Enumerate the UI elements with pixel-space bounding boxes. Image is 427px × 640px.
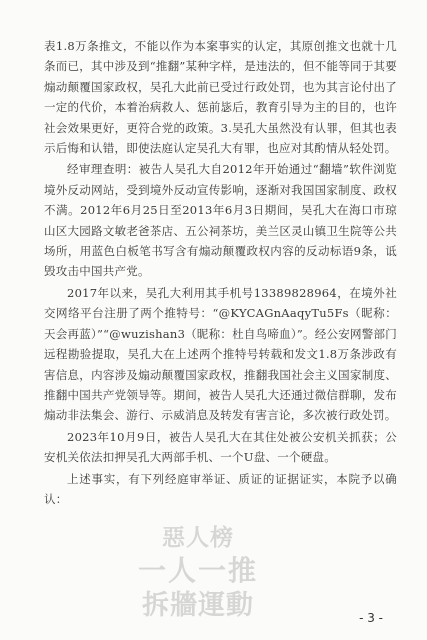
paragraph-3: 2017年以来，吴孔大利用其手机号13389828964，在境外社交网络平台注册了两个推特号：“@KYCAGnAaqyTu5Fs（昵称：天会再蓝）”“@wuzishan3（昵称：杜自鸟啼血）”。经公安网警部门远程勘验提取，吴孔大在上述两个推特号转载和发文1.8万条涉政有害信息，内容涉及煽动颠覆国家政权，推翻我国社会主义国家制度、推翻中国共产党领导等。期间，被告人吴孔大还通过微信群聊，发布煽动非法集会、游行、示威消息及转发有害言论，多次被行政处罚。 bbox=[44, 285, 398, 423]
paragraph-1: 表1.8万条推文，不能以作为本案事实的认定，其原创推文也就十几条而已，其中涉及到“推翻”某种字样，是违法的，但不能等同于其要煽动颠覆国家政权，吴孔大此前已受过行政处罚，也为其言论付出了一定的代价，本着治病救人、惩前毖后，教育引导为主的目的，也许社会效果更好，更符合党的政策。3.吴孔大虽然没有认罪，但其也表示后悔和认错，即使法庭认定吴孔大有罪，也应对其酌情从轻处罚。 bbox=[44, 39, 398, 156]
paragraph-4: 2023年10月9日，被告人吴孔大在其住处被公安机关抓获；公安机关依法扣押吴孔大两部手机、一个U盘、一个硬盘。 bbox=[44, 429, 397, 465]
paragraph-2: 经审理查明：被告人吴孔大自2012年开始通过“翻墙”软件浏览境外反动网站，受到境外反动宣传影响，逐渐对我国国家制度、政权不满。2012年6月25日至2013年6月3日期间，吴孔大在海口市琼山区大园路文敏老爸茶店、五公祠茶坊，美兰区灵山镇卫生院等公共场所，用蓝色白板笔书写含有煽动颠覆政权内容的反动标语9条，诋毁攻击中国共产党。 bbox=[44, 162, 397, 279]
watermark-line-1: 惡人榜 bbox=[162, 525, 234, 551]
watermark bbox=[138, 523, 258, 623]
watermark-line-3: 拆牆運動 bbox=[142, 590, 254, 621]
paragraph-5: 上述事实，有下列经庭审举证、质证的证据证实，本院予以确认： bbox=[44, 471, 397, 506]
watermark-line-2: 一人一推 bbox=[138, 554, 259, 587]
page-number: - 3 - bbox=[359, 611, 383, 625]
